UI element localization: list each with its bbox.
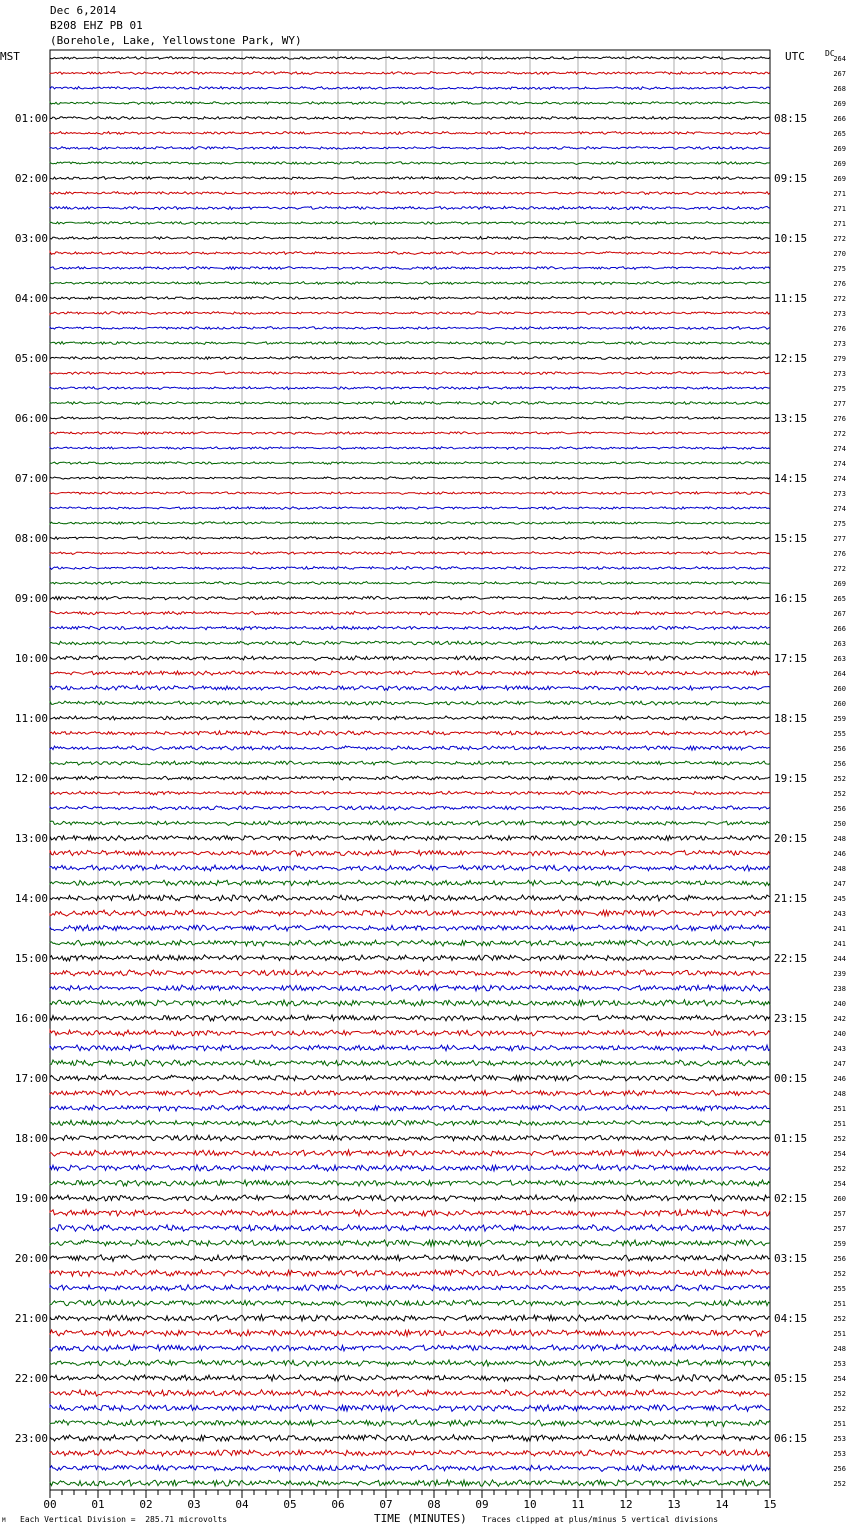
seismic-trace [50, 1480, 770, 1487]
seismic-trace [50, 1270, 770, 1277]
vertical-scale-note: Each Vertical Division = 285.71 microvolts [20, 1515, 228, 1524]
seismic-trace [50, 87, 770, 90]
seismic-trace [50, 791, 770, 795]
seismic-trace [50, 731, 770, 735]
seismic-trace [50, 1165, 770, 1171]
dc-offset-label: 251 [833, 1120, 846, 1128]
dc-offset-label: 275 [833, 265, 846, 273]
x-tick-label: 05 [283, 1498, 297, 1511]
hour-label-right: 15:15 [774, 532, 808, 545]
dc-offset-label: 259 [833, 1240, 846, 1248]
x-tick-label: 14 [715, 1498, 729, 1511]
dc-offset-label: 272 [833, 565, 846, 573]
hour-label-left: 04:00 [14, 292, 48, 305]
dc-offset-label: 276 [833, 325, 846, 333]
hour-label-left: 05:00 [14, 352, 48, 365]
seismic-trace [50, 537, 770, 540]
seismic-trace [50, 985, 770, 991]
seismic-trace [50, 282, 770, 285]
dc-offset-label: 273 [833, 490, 846, 498]
dc-offset-label: 264 [833, 670, 846, 678]
dc-offset-label: 256 [833, 805, 846, 813]
seismic-trace [50, 656, 770, 661]
dc-offset-label: 254 [833, 1375, 846, 1383]
seismic-trace [50, 1240, 770, 1246]
seismic-trace [50, 1120, 770, 1126]
hour-label-left: 19:00 [14, 1192, 48, 1205]
hour-label-left: 10:00 [14, 652, 48, 665]
dc-offset-label: 242 [833, 1015, 846, 1023]
seismic-trace [50, 387, 770, 390]
hour-label-left: 16:00 [14, 1012, 48, 1025]
hour-label-left: 15:00 [14, 952, 48, 965]
dc-offset-label: 272 [833, 295, 846, 303]
seismic-trace [50, 716, 770, 720]
dc-offset-label: 271 [833, 190, 846, 198]
station-code: B208 EHZ PB 01 [50, 19, 143, 32]
dc-offset-label: 247 [833, 880, 846, 888]
seismic-trace [50, 72, 770, 75]
logo-mark: M [2, 1517, 6, 1524]
x-tick-label: 10 [523, 1498, 537, 1511]
dc-offset-label: 260 [833, 685, 846, 693]
dc-offset-label: 274 [833, 505, 846, 513]
dc-offset-label: 248 [833, 1090, 846, 1098]
dc-offset-label: 239 [833, 970, 846, 978]
dc-offset-label: 254 [833, 1150, 846, 1158]
seismic-trace [50, 582, 770, 585]
dc-offset-label: 252 [833, 1315, 846, 1323]
hour-label-right: 08:15 [774, 112, 808, 125]
dc-offset-label: 272 [833, 235, 846, 243]
dc-offset-label: 252 [833, 1405, 846, 1413]
dc-offset-label: 252 [833, 790, 846, 798]
dc-offset-label: 266 [833, 115, 846, 123]
x-tick-label: 06 [331, 1498, 345, 1511]
dc-offset-label: 267 [833, 70, 846, 78]
dc-offset-label: 257 [833, 1225, 846, 1233]
dc-offset-label: 252 [833, 1270, 846, 1278]
hour-label-right: 06:15 [774, 1432, 808, 1445]
dc-offset-label: 240 [833, 1000, 846, 1008]
hour-label-left: 02:00 [14, 172, 48, 185]
seismic-trace [50, 417, 770, 420]
seismic-trace [50, 910, 770, 916]
seismic-trace [50, 342, 770, 345]
dc-offset-label: 256 [833, 1255, 846, 1263]
seismic-trace [50, 1075, 770, 1081]
x-axis-title: TIME (MINUTES) [374, 1512, 467, 1525]
x-tick-label: 01 [91, 1498, 105, 1511]
dc-offset-label: 238 [833, 985, 846, 993]
hour-label-right: 20:15 [774, 832, 808, 845]
seismic-trace [50, 611, 770, 615]
hour-label-right: 17:15 [774, 652, 808, 665]
seismic-trace [50, 1330, 770, 1337]
dc-offset-label: 250 [833, 820, 846, 828]
hour-label-right: 02:15 [774, 1192, 808, 1205]
hour-label-left: 01:00 [14, 112, 48, 125]
dc-offset-label: 269 [833, 145, 846, 153]
seismic-trace [50, 821, 770, 826]
hour-label-right: 05:15 [774, 1372, 808, 1385]
x-tick-label: 09 [475, 1498, 489, 1511]
dc-offset-label: 253 [833, 1435, 846, 1443]
dc-offset-label: 269 [833, 175, 846, 183]
seismic-trace [50, 162, 770, 165]
seismic-trace [50, 57, 770, 60]
dc-offset-label: 277 [833, 400, 846, 408]
hour-label-right: 04:15 [774, 1312, 808, 1325]
seismic-trace [50, 1450, 770, 1456]
dc-offset-label: 252 [833, 1480, 846, 1488]
seismic-trace [50, 237, 770, 240]
seismic-trace [50, 147, 770, 150]
seismic-trace [50, 1000, 770, 1006]
seismic-trace [50, 1030, 770, 1036]
dc-offset-label: 253 [833, 1360, 846, 1368]
dc-offset-label: 276 [833, 280, 846, 288]
dc-offset-label: 251 [833, 1330, 846, 1338]
seismic-trace [50, 925, 770, 931]
seismic-trace [50, 132, 770, 135]
hour-label-right: 01:15 [774, 1132, 808, 1145]
hour-label-right: 13:15 [774, 412, 808, 425]
dc-offset-label: 244 [833, 955, 846, 963]
seismic-trace [50, 1420, 770, 1427]
seismic-trace [50, 1015, 770, 1021]
dc-offset-label: 256 [833, 745, 846, 753]
hour-label-left: 09:00 [14, 592, 48, 605]
dc-offset-label: 279 [833, 355, 846, 363]
hour-label-left: 08:00 [14, 532, 48, 545]
seismic-trace [50, 865, 770, 871]
seismic-trace [50, 1345, 770, 1351]
seismic-trace [50, 117, 770, 120]
dc-offset-label: 255 [833, 730, 846, 738]
dc-offset-label: 265 [833, 130, 846, 138]
dc-offset-label: 246 [833, 1075, 846, 1083]
seismic-trace [50, 1315, 770, 1321]
hour-label-right: 16:15 [774, 592, 808, 605]
dc-offset-label: 260 [833, 700, 846, 708]
dc-offset-label: 241 [833, 925, 846, 933]
dc-offset-label: 268 [833, 85, 846, 93]
seismic-trace [50, 1465, 770, 1472]
dc-offset-label: 260 [833, 1195, 846, 1203]
seismic-trace [50, 192, 770, 195]
dc-offset-label: 270 [833, 250, 846, 258]
seismic-trace [50, 806, 770, 810]
hour-label-right: 09:15 [774, 172, 808, 185]
dc-offset-label: 252 [833, 1135, 846, 1143]
x-tick-label: 00 [43, 1498, 57, 1511]
hour-label-left: 14:00 [14, 892, 48, 905]
hour-label-right: 03:15 [774, 1252, 808, 1265]
seismic-trace [50, 522, 770, 525]
dc-offset-label: 263 [833, 640, 846, 648]
hour-label-left: 12:00 [14, 772, 48, 785]
dc-offset-label: 277 [833, 535, 846, 543]
hour-label-right: 10:15 [774, 232, 808, 245]
x-tick-label: 15 [763, 1498, 777, 1511]
dc-offset-label: 240 [833, 1030, 846, 1038]
seismic-trace [50, 177, 770, 180]
dc-offset-label: 271 [833, 205, 846, 213]
hour-label-right: 18:15 [774, 712, 808, 725]
dc-offset-label: 269 [833, 160, 846, 168]
seismic-trace [50, 267, 770, 270]
right-timezone-label: UTC [785, 50, 805, 63]
seismic-trace [50, 1435, 770, 1442]
dc-offset-label: 247 [833, 1060, 846, 1068]
seismic-trace [50, 596, 770, 599]
seismic-trace [50, 1375, 770, 1382]
seismic-trace [50, 1255, 770, 1262]
dc-offset-label: 275 [833, 520, 846, 528]
dc-offset-label: 245 [833, 895, 846, 903]
seismic-trace [50, 850, 770, 856]
seismic-trace [50, 477, 770, 479]
seismic-trace [50, 701, 770, 705]
dc-offset-label: 264 [833, 55, 846, 63]
seismic-trace [50, 776, 770, 780]
dc-offset-label: 273 [833, 310, 846, 318]
seismic-trace [50, 357, 770, 360]
seismic-trace [50, 206, 770, 209]
seismic-trace [50, 1090, 770, 1096]
seismic-trace [50, 761, 770, 765]
seismic-trace [50, 327, 770, 330]
seismic-trace [50, 1285, 770, 1291]
seismic-trace [50, 970, 770, 976]
station-location: (Borehole, Lake, Yellowstone Park, WY) [50, 34, 302, 47]
dc-offset-label: 252 [833, 775, 846, 783]
hour-label-left: 13:00 [14, 832, 48, 845]
seismic-trace [50, 447, 770, 450]
seismic-trace [50, 1180, 770, 1186]
dc-offset-label: 256 [833, 1465, 846, 1473]
dc-offset-label: 274 [833, 460, 846, 468]
seismic-trace [50, 1405, 770, 1412]
dc-offset-label: 241 [833, 940, 846, 948]
dc-offset-label: 248 [833, 865, 846, 873]
hour-label-left: 20:00 [14, 1252, 48, 1265]
seismic-trace [50, 297, 770, 300]
hour-label-left: 23:00 [14, 1432, 48, 1445]
dc-offset-label: 255 [833, 1285, 846, 1293]
seismic-trace [50, 626, 770, 630]
dc-offset-label: 257 [833, 1210, 846, 1218]
seismic-trace [50, 222, 770, 225]
seismic-trace [50, 1045, 770, 1051]
hour-label-right: 22:15 [774, 952, 808, 965]
seismic-trace [50, 102, 770, 105]
seismic-trace [50, 880, 770, 886]
dc-offset-label: 253 [833, 1450, 846, 1458]
seismic-trace [50, 1060, 770, 1066]
plot-date: Dec 6,2014 [50, 4, 117, 17]
hour-label-left: 17:00 [14, 1072, 48, 1085]
dc-offset-label: 266 [833, 625, 846, 633]
seismic-trace [50, 671, 770, 675]
hour-label-right: 00:15 [774, 1072, 808, 1085]
hour-label-right: 12:15 [774, 352, 808, 365]
seismic-trace [50, 746, 770, 750]
hour-label-right: 23:15 [774, 1012, 808, 1025]
hour-label-left: 06:00 [14, 412, 48, 425]
seismic-trace [50, 1135, 770, 1141]
seismic-trace [50, 462, 770, 465]
left-timezone-label: MST [0, 50, 20, 63]
hour-label-left: 03:00 [14, 232, 48, 245]
seismic-trace [50, 940, 770, 946]
clip-note: Traces clipped at plus/minus 5 vertical divisions [482, 1515, 719, 1524]
dc-column-label: DC [825, 49, 835, 58]
seismic-trace [50, 252, 770, 255]
seismic-trace [50, 836, 770, 841]
dc-offset-label: 276 [833, 550, 846, 558]
seismic-trace [50, 1300, 770, 1307]
x-tick-label: 07 [379, 1498, 393, 1511]
x-tick-label: 02 [139, 1498, 153, 1511]
dc-offset-label: 269 [833, 580, 846, 588]
seismic-trace [50, 641, 770, 645]
seismic-trace [50, 372, 770, 375]
hour-label-left: 18:00 [14, 1132, 48, 1145]
seismic-trace [50, 507, 770, 510]
dc-offset-label: 254 [833, 1180, 846, 1188]
x-tick-label: 13 [667, 1498, 681, 1511]
seismic-trace [50, 402, 770, 405]
seismic-trace [50, 686, 770, 691]
seismic-trace [50, 1105, 770, 1111]
dc-offset-label: 243 [833, 1045, 846, 1053]
hour-label-right: 21:15 [774, 892, 808, 905]
seismic-trace [50, 895, 770, 901]
seismic-trace [50, 1195, 770, 1201]
seismic-trace [50, 567, 770, 570]
dc-offset-label: 274 [833, 475, 846, 483]
dc-offset-label: 265 [833, 595, 846, 603]
seismic-trace [50, 432, 770, 435]
x-tick-label: 03 [187, 1498, 201, 1511]
seismic-trace [50, 552, 770, 555]
hour-label-right: 11:15 [774, 292, 808, 305]
hour-label-right: 19:15 [774, 772, 808, 785]
dc-offset-label: 272 [833, 430, 846, 438]
seismic-trace [50, 1225, 770, 1232]
seismic-trace [50, 492, 770, 495]
x-tick-label: 08 [427, 1498, 441, 1511]
hour-label-right: 14:15 [774, 472, 808, 485]
dc-offset-label: 248 [833, 1345, 846, 1353]
dc-offset-label: 246 [833, 850, 846, 858]
dc-offset-label: 273 [833, 340, 846, 348]
seismic-trace [50, 1360, 770, 1366]
hour-label-left: 11:00 [14, 712, 48, 725]
dc-offset-label: 251 [833, 1105, 846, 1113]
seismic-trace [50, 955, 770, 961]
hour-label-left: 07:00 [14, 472, 48, 485]
seismic-trace [50, 312, 770, 315]
x-tick-label: 12 [619, 1498, 633, 1511]
dc-offset-label: 271 [833, 220, 846, 228]
dc-offset-label: 259 [833, 715, 846, 723]
dc-offset-label: 276 [833, 415, 846, 423]
dc-offset-label: 251 [833, 1300, 846, 1308]
dc-offset-label: 263 [833, 655, 846, 663]
dc-offset-label: 252 [833, 1165, 846, 1173]
seismic-trace [50, 1150, 770, 1156]
x-tick-label: 11 [571, 1498, 585, 1511]
dc-offset-label: 243 [833, 910, 846, 918]
dc-offset-label: 251 [833, 1420, 846, 1428]
seismic-trace [50, 1390, 770, 1397]
dc-offset-label: 273 [833, 370, 846, 378]
seismic-trace [50, 1210, 770, 1217]
dc-offset-label: 269 [833, 100, 846, 108]
dc-offset-label: 248 [833, 835, 846, 843]
dc-offset-label: 274 [833, 445, 846, 453]
hour-label-left: 22:00 [14, 1372, 48, 1385]
dc-offset-label: 275 [833, 385, 846, 393]
x-tick-label: 04 [235, 1498, 249, 1511]
dc-offset-label: 256 [833, 760, 846, 768]
dc-offset-label: 267 [833, 610, 846, 618]
dc-offset-label: 252 [833, 1390, 846, 1398]
hour-label-left: 21:00 [14, 1312, 48, 1325]
